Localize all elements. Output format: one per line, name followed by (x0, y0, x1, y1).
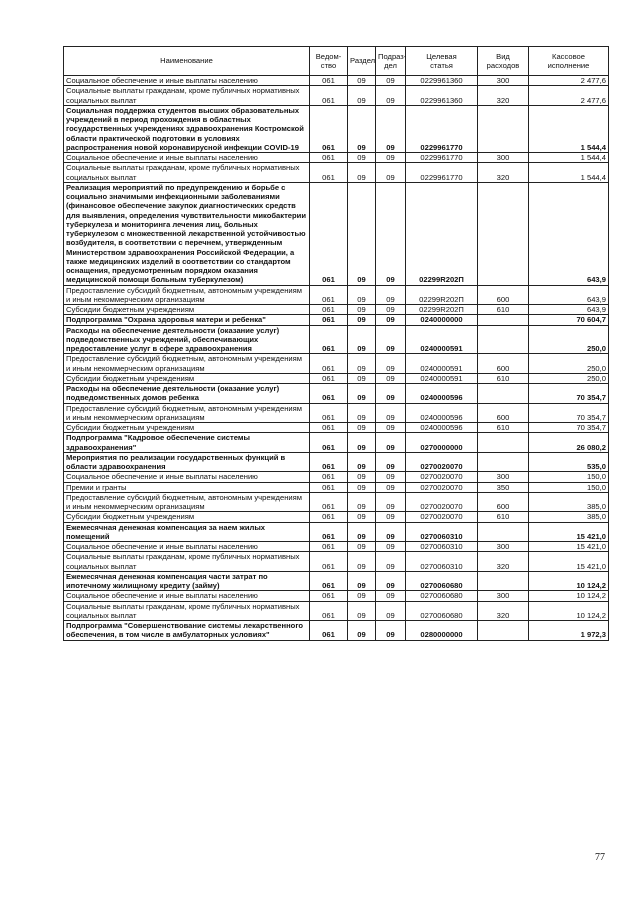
row-dept: 061 (310, 492, 348, 512)
row-section: 09 (348, 403, 376, 423)
row-dept: 061 (310, 621, 348, 641)
row-exp-type: 300 (478, 542, 529, 552)
row-section: 09 (348, 601, 376, 621)
table-row (64, 305, 609, 315)
row-amount: 15 421,0 (529, 522, 609, 542)
row-exp-type: 600 (478, 403, 529, 423)
table-row (64, 76, 609, 86)
row-dept: 061 (310, 472, 348, 482)
row-exp-type: 610 (478, 423, 529, 433)
row-section: 09 (348, 492, 376, 512)
row-name: Предоставление субсидий бюджетным, автономным учреждениям и иным некоммерческим организациям (64, 492, 310, 512)
row-amount: 70 354,7 (529, 403, 609, 423)
row-exp-type: 320 (478, 552, 529, 572)
row-amount: 535,0 (529, 452, 609, 472)
row-dept: 061 (310, 384, 348, 404)
row-amount: 1 544,4 (529, 153, 609, 163)
table-row (64, 315, 609, 325)
row-exp-type: 600 (478, 354, 529, 374)
row-amount: 15 421,0 (529, 552, 609, 572)
table-row (64, 182, 609, 285)
header-row (64, 47, 609, 76)
table-row (64, 472, 609, 482)
row-target: 0240000596 (406, 423, 478, 433)
row-subsection: 09 (376, 542, 406, 552)
row-subsection: 09 (376, 512, 406, 522)
row-exp-type: 600 (478, 492, 529, 512)
row-target: 0240000591 (406, 325, 478, 354)
row-dept: 061 (310, 542, 348, 552)
row-dept: 061 (310, 163, 348, 183)
row-section: 09 (348, 354, 376, 374)
table-row (64, 512, 609, 522)
row-dept: 061 (310, 285, 348, 305)
row-section: 09 (348, 285, 376, 305)
row-section: 09 (348, 512, 376, 522)
row-dept: 061 (310, 153, 348, 163)
row-subsection: 09 (376, 86, 406, 106)
row-amount: 250,0 (529, 354, 609, 374)
row-exp-type: 300 (478, 591, 529, 601)
row-exp-type (478, 621, 529, 641)
row-dept: 061 (310, 315, 348, 325)
row-target: 0240000596 (406, 384, 478, 404)
row-exp-type (478, 182, 529, 285)
row-dept: 061 (310, 325, 348, 354)
row-dept: 061 (310, 482, 348, 492)
row-dept: 061 (310, 522, 348, 542)
row-section: 09 (348, 105, 376, 152)
row-dept: 061 (310, 552, 348, 572)
row-target: 0240000000 (406, 315, 478, 325)
row-target: 0240000591 (406, 373, 478, 383)
row-subsection: 09 (376, 163, 406, 183)
row-dept: 061 (310, 76, 348, 86)
row-target: 0280000000 (406, 621, 478, 641)
row-section: 09 (348, 571, 376, 591)
row-amount: 2 477,6 (529, 86, 609, 106)
row-exp-type: 300 (478, 153, 529, 163)
row-target: 0270020070 (406, 492, 478, 512)
row-name: Субсидии бюджетным учреждениям (64, 423, 310, 433)
budget-table (63, 46, 609, 641)
row-dept: 061 (310, 571, 348, 591)
row-section: 09 (348, 305, 376, 315)
row-target: 0270060680 (406, 571, 478, 591)
table-row (64, 433, 609, 453)
row-section: 09 (348, 621, 376, 641)
row-amount: 643,9 (529, 305, 609, 315)
row-target: 0270020070 (406, 482, 478, 492)
row-subsection: 09 (376, 373, 406, 383)
row-amount: 1 972,3 (529, 621, 609, 641)
row-amount: 2 477,6 (529, 76, 609, 86)
row-exp-type: 320 (478, 163, 529, 183)
row-target: 0270020070 (406, 472, 478, 482)
table-row (64, 163, 609, 183)
page-number: 77 (595, 852, 605, 863)
row-amount: 150,0 (529, 472, 609, 482)
table-row (64, 452, 609, 472)
row-amount: 643,9 (529, 285, 609, 305)
row-amount: 26 080,2 (529, 433, 609, 453)
row-dept: 061 (310, 354, 348, 374)
row-dept: 061 (310, 305, 348, 315)
table-row (64, 552, 609, 572)
row-name: Социальная поддержка студентов высших образовательных учреждений в период прохождения в областных государственных учреждениях здравоохранения Костромской области практической подготовки в условиях распространения новой коронавирусной инфекции COVID-19 (64, 105, 310, 152)
row-exp-type: 610 (478, 373, 529, 383)
row-subsection: 09 (376, 552, 406, 572)
row-target: 0240000591 (406, 354, 478, 374)
row-name: Мероприятия по реализации государственных функций в области здравоохранения (64, 452, 310, 472)
table-row (64, 482, 609, 492)
row-amount: 250,0 (529, 325, 609, 354)
row-section: 09 (348, 552, 376, 572)
table-row (64, 591, 609, 601)
row-target: 0229961360 (406, 76, 478, 86)
row-exp-type: 610 (478, 305, 529, 315)
row-section: 09 (348, 315, 376, 325)
row-subsection: 09 (376, 621, 406, 641)
row-target: 02299R202П (406, 305, 478, 315)
row-subsection: 09 (376, 153, 406, 163)
row-name: Социальное обеспечение и иные выплаты населению (64, 542, 310, 552)
row-amount: 385,0 (529, 492, 609, 512)
row-subsection: 09 (376, 182, 406, 285)
row-target: 0240000596 (406, 403, 478, 423)
row-exp-type (478, 105, 529, 152)
row-exp-type (478, 384, 529, 404)
row-exp-type: 350 (478, 482, 529, 492)
row-exp-type: 320 (478, 601, 529, 621)
row-exp-type (478, 522, 529, 542)
row-section: 09 (348, 542, 376, 552)
row-subsection: 09 (376, 601, 406, 621)
header-section: Раздел (348, 47, 376, 76)
row-target: 0270000000 (406, 433, 478, 453)
row-exp-type: 320 (478, 86, 529, 106)
row-name: Субсидии бюджетным учреждениям (64, 373, 310, 383)
row-amount: 250,0 (529, 373, 609, 383)
row-target: 0270020070 (406, 452, 478, 472)
row-name: Подпрограмма "Совершенствование системы лекарственного обеспечения, в том числе в амбулаторных условиях" (64, 621, 310, 641)
row-name: Социальные выплаты гражданам, кроме публичных нормативных социальных выплат (64, 163, 310, 183)
table-row (64, 384, 609, 404)
row-target: 02299R202П (406, 285, 478, 305)
row-target: 0229961770 (406, 105, 478, 152)
table-row (64, 571, 609, 591)
row-amount: 10 124,2 (529, 601, 609, 621)
row-amount: 385,0 (529, 512, 609, 522)
row-name: Ежемесячная денежная компенсация части затрат по ипотечному жилищному кредиту (займу) (64, 571, 310, 591)
row-amount: 70 354,7 (529, 423, 609, 433)
row-section: 09 (348, 76, 376, 86)
row-dept: 061 (310, 601, 348, 621)
row-dept: 061 (310, 373, 348, 383)
header-dept: Ведом- ство (310, 47, 348, 76)
row-dept: 061 (310, 452, 348, 472)
row-section: 09 (348, 86, 376, 106)
row-target: 0270060310 (406, 522, 478, 542)
row-name: Расходы на обеспечение деятельности (оказание услуг) подведомственных домов ребенка (64, 384, 310, 404)
row-name: Социальные выплаты гражданам, кроме публичных нормативных социальных выплат (64, 601, 310, 621)
row-name: Расходы на обеспечение деятельности (оказание услуг) подведомственных учреждений, обеспечивающих предоставление услуг в сфере здравоохранения (64, 325, 310, 354)
table-row (64, 354, 609, 374)
header-target: Целевая статья (406, 47, 478, 76)
row-section: 09 (348, 452, 376, 472)
row-amount: 70 604,7 (529, 315, 609, 325)
table-row (64, 105, 609, 152)
row-exp-type: 300 (478, 76, 529, 86)
row-target: 0270060310 (406, 552, 478, 572)
row-target: 0270060680 (406, 591, 478, 601)
row-section: 09 (348, 153, 376, 163)
row-name: Предоставление субсидий бюджетным, автономным учреждениям и иным некоммерческим организациям (64, 403, 310, 423)
row-target: 02299R202П (406, 182, 478, 285)
row-subsection: 09 (376, 433, 406, 453)
row-section: 09 (348, 373, 376, 383)
row-name: Ежемесячная денежная компенсация за наем жилых помещений (64, 522, 310, 542)
row-subsection: 09 (376, 325, 406, 354)
row-subsection: 09 (376, 472, 406, 482)
row-amount: 1 544,4 (529, 163, 609, 183)
row-section: 09 (348, 423, 376, 433)
row-target: 0229961770 (406, 163, 478, 183)
row-target: 0229961770 (406, 153, 478, 163)
row-section: 09 (348, 384, 376, 404)
row-name: Социальные выплаты гражданам, кроме публичных нормативных социальных выплат (64, 552, 310, 572)
table-row (64, 542, 609, 552)
row-name: Реализация мероприятий по предупреждению и борьбе с социально значимыми инфекционными заболеваниями (финансовое обеспечение закупок диагностических средств для выявления, определения чувствительности микобактерии туберкулеза и мониторинга лечения лиц, больных туберкулезом с множественной лекарственной устойчивостью возбудителя, в соответствии с перечнем, утвержденным Министерством здравоохранения Российской Федерации, а также медицинских изделий в соответствии со стандартом оснащения, предусмотренным порядком оказания медицинской помощи больным туберкулезом) (64, 182, 310, 285)
row-subsection: 09 (376, 492, 406, 512)
row-section: 09 (348, 325, 376, 354)
row-name: Социальное обеспечение и иные выплаты населению (64, 76, 310, 86)
row-section: 09 (348, 482, 376, 492)
row-dept: 061 (310, 403, 348, 423)
row-name: Социальное обеспечение и иные выплаты населению (64, 153, 310, 163)
row-subsection: 09 (376, 403, 406, 423)
row-amount: 10 124,2 (529, 571, 609, 591)
row-dept: 061 (310, 86, 348, 106)
row-name: Предоставление субсидий бюджетным, автономным учреждениям и иным некоммерческим организациям (64, 354, 310, 374)
row-name: Социальное обеспечение и иные выплаты населению (64, 591, 310, 601)
table-row (64, 621, 609, 641)
row-exp-type (478, 315, 529, 325)
table-row (64, 403, 609, 423)
header-name: Наименование (64, 47, 310, 76)
table-row (64, 492, 609, 512)
row-name: Социальные выплаты гражданам, кроме публичных нормативных социальных выплат (64, 86, 310, 106)
row-exp-type (478, 571, 529, 591)
table-row (64, 285, 609, 305)
table-row (64, 153, 609, 163)
row-exp-type: 610 (478, 512, 529, 522)
row-dept: 061 (310, 182, 348, 285)
row-dept: 061 (310, 591, 348, 601)
row-exp-type (478, 433, 529, 453)
row-section: 09 (348, 182, 376, 285)
row-dept: 061 (310, 512, 348, 522)
header-exp-type: Вид расходов (478, 47, 529, 76)
row-dept: 061 (310, 423, 348, 433)
row-amount: 1 544,4 (529, 105, 609, 152)
row-subsection: 09 (376, 354, 406, 374)
row-subsection: 09 (376, 285, 406, 305)
row-dept: 061 (310, 105, 348, 152)
row-section: 09 (348, 591, 376, 601)
row-exp-type (478, 452, 529, 472)
row-name: Субсидии бюджетным учреждениям (64, 305, 310, 315)
row-name: Субсидии бюджетным учреждениям (64, 512, 310, 522)
table-body (64, 76, 609, 641)
table-row (64, 601, 609, 621)
header-amount: Кассовое исполнение (529, 47, 609, 76)
table-row (64, 423, 609, 433)
row-amount: 643,9 (529, 182, 609, 285)
row-section: 09 (348, 522, 376, 542)
row-target: 0270020070 (406, 512, 478, 522)
row-subsection: 09 (376, 452, 406, 472)
table-row (64, 325, 609, 354)
row-name: Премии и гранты (64, 482, 310, 492)
row-section: 09 (348, 163, 376, 183)
row-target: 0229961360 (406, 86, 478, 106)
row-exp-type (478, 325, 529, 354)
row-amount: 15 421,0 (529, 542, 609, 552)
row-target: 0270060310 (406, 542, 478, 552)
row-section: 09 (348, 433, 376, 453)
row-subsection: 09 (376, 76, 406, 86)
row-amount: 150,0 (529, 482, 609, 492)
row-subsection: 09 (376, 482, 406, 492)
row-subsection: 09 (376, 105, 406, 152)
row-name: Подпрограмма "Охрана здоровья матери и ребенка" (64, 315, 310, 325)
row-name: Социальное обеспечение и иные выплаты населению (64, 472, 310, 482)
row-target: 0270060680 (406, 601, 478, 621)
header-subsection: Подраз- дел (376, 47, 406, 76)
row-subsection: 09 (376, 315, 406, 325)
row-subsection: 09 (376, 423, 406, 433)
table-row (64, 373, 609, 383)
table-row (64, 522, 609, 542)
row-name: Предоставление субсидий бюджетным, автономным учреждениям и иным некоммерческим организациям (64, 285, 310, 305)
row-exp-type: 600 (478, 285, 529, 305)
row-subsection: 09 (376, 571, 406, 591)
row-subsection: 09 (376, 591, 406, 601)
row-name: Подпрограмма "Кадровое обеспечение системы здравоохранения" (64, 433, 310, 453)
table-row (64, 86, 609, 106)
row-exp-type: 300 (478, 472, 529, 482)
row-amount: 70 354,7 (529, 384, 609, 404)
row-section: 09 (348, 472, 376, 482)
row-dept: 061 (310, 433, 348, 453)
row-subsection: 09 (376, 305, 406, 315)
row-subsection: 09 (376, 384, 406, 404)
row-subsection: 09 (376, 522, 406, 542)
row-amount: 10 124,2 (529, 591, 609, 601)
